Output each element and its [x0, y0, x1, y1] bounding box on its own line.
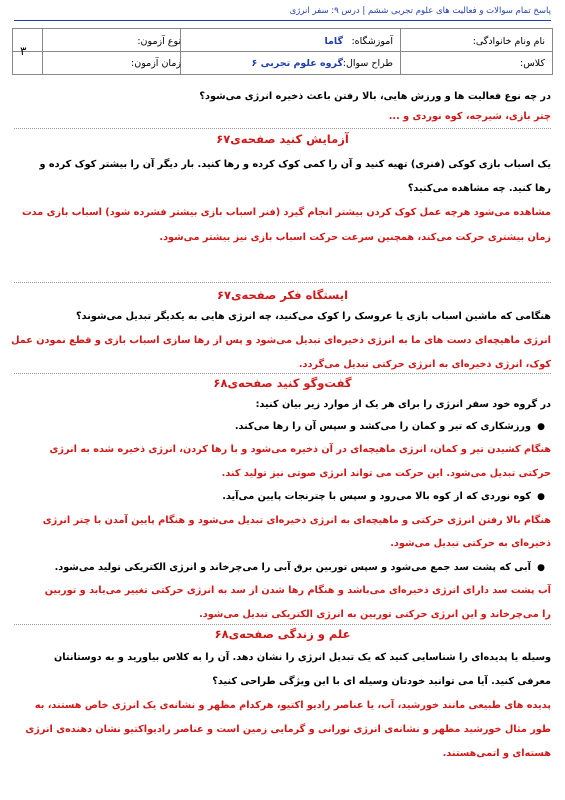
answer-line: زمان بیشتری حرکت می‌کند، همچنین سرعت حرکت اسباب بازی نیز بیشتر می‌شود.	[159, 232, 551, 243]
section-title: آزمایش کنید صفحه‌ی۶۷	[216, 132, 349, 146]
answer-line: پدیده های طبیعی مانند خورشید، آب، یا عناصر رادیو اکتیو، هرکدام مظهر و نشانه‌ی یک انرژی خاص هستند، به	[34, 700, 551, 711]
answer-line: طور مثال خورشید مظهر و نشانه‌ی انرژی نورانی و گرمایی زمین است و عناصر رادیواکتیو نشان دهنده‌ی انرژی	[25, 724, 551, 735]
question-line: معرفی کنید. آیا می توانید خودتان وسیله ای با این ویژگی طراحی کنید؟	[212, 676, 551, 687]
designer-value: گروه علوم تجربی ۶	[251, 58, 343, 69]
bullet-dot: ●	[537, 422, 545, 432]
bullet-dot: ●	[537, 563, 545, 573]
question-text: در چه نوع فعالیت ها و ورزش هایی، بالا رفتن باعث ذخیره انرژی می‌شود؟	[199, 91, 551, 102]
answer-line: هنگام کشیدن تیر و کمان، انرژی ماهیچه‌ای در آن ذخیره می‌شود و با رها کردن، انرژی ذخیره شده به انرژی	[49, 444, 551, 455]
school-value: گاما	[324, 36, 343, 47]
answer-line: آب پشت سد دارای انرژی ذخیره‌ای می‌باشد و هنگام رها شدن از سد به انرژی حرکتی تغییر می‌یابد و توربین	[44, 585, 551, 596]
answer-line: انرژی ماهیچه‌ای دست های ما به انرژی ذخیره‌ای تبدیل می‌شود و پس از رها سازی اسباب بازی و قطع نمودن عمل	[11, 335, 551, 346]
section-separator	[14, 128, 551, 129]
exam-type-label: نوع آزمون:	[137, 36, 181, 47]
bullet-dot: ●	[537, 492, 545, 502]
section-separator	[14, 373, 551, 374]
answer-line: ذخیره‌ای به حرکتی تبدیل می‌شود.	[390, 538, 551, 549]
intro-line: در گروه خود سفر انرژی را برای هر یک از موارد زیر بیان کنید:	[255, 399, 551, 410]
page-number: ۳	[20, 44, 27, 58]
answer-line: مشاهده می‌شود هرچه عمل کوک کردن بیشتر انجام گیرد (فنر اسباب بازی بیشتر فشرده شود) اسباب بازی مدت	[21, 207, 551, 218]
designer-label: طراح سوال:	[342, 58, 393, 69]
answer-line: کوک، انرژی ذخیره‌ای به انرژی حرکتی تبدیل می‌گردد.	[298, 359, 551, 370]
question-line: وسیله یا پدیده‌ای را شناسایی کنید که یک تبدیل انرژی را نشان دهد. آن را به کلاس بیاورید و به دوستانتان	[53, 652, 551, 663]
section-separator	[14, 624, 551, 625]
answer-line: را می‌چرخاند و این انرژی حرکتی توربین به انرژی الکتریکی تبدیل می‌شود.	[199, 609, 551, 620]
exam-time-label: زمان آزمون:	[131, 58, 181, 69]
school-label: آموزشگاه:	[351, 36, 393, 47]
answer-line: هنگام بالا رفتن انرژی حرکتی و ماهیچه‌ای به انرژی ذخیره‌ای تبدیل می‌شود و هنگام پایین آمدن با چتر انرژی	[42, 515, 551, 526]
bullet-question: آبی که پشت سد جمع می‌شود و سپس توربین برق آبی را می‌چرخاند و انرژی الکتریکی تولید می‌شود.	[54, 562, 531, 573]
name-label: نام ونام خانوادگی:	[472, 36, 545, 47]
answer-line: هسته‌ای و اتمی‌هستند.	[442, 748, 551, 759]
answer-text: چتر بازی، شیرجه، کوه نوردی و ...	[388, 111, 551, 122]
question-line: یک اسباب بازی کوکی (فنری) تهیه کنید و آن را کمی کوک کرده و رها کنید. بار دیگر آن را بیشتر کوک کرده و	[39, 159, 551, 170]
bullet-question: کوه نوردی که از کوه بالا می‌رود و سپس با چترنجات پایین می‌آید.	[222, 491, 531, 502]
section-separator	[14, 282, 551, 283]
bullet-question: ورزشکاری که تیر و کمان را می‌کشد و سپس آن را رها می‌کند.	[234, 421, 531, 432]
question-line: هنگامی که ماشین اسباب بازی یا عروسک را کوک می‌کنید، چه انرژی هایی به یکدیگر تبدیل می‌شوند؟	[76, 311, 551, 322]
answer-line: حرکتی تبدیل می‌شود. این حرکت می تواند انرژی صوتی نیز تولید کند.	[221, 468, 551, 479]
top-rule	[14, 20, 551, 21]
top-bar	[0, 0, 565, 24]
question-line: رها کنید. چه مشاهده می‌کنید؟	[407, 183, 551, 194]
section-title: علم و زندگی صفحه‌ی۶۸	[214, 627, 351, 641]
section-title: گفت‌وگو کنید صفحه‌ی۶۸	[213, 376, 352, 390]
header	[12, 30, 553, 72]
class-label: کلاس:	[520, 58, 545, 69]
top-title: پاسخ تمام سوالات و فعالیت های علوم تجربی ششم | درس ۹: سفر انرژی	[289, 6, 551, 16]
section-title: ایستگاه فکر صفحه‌ی۶۷	[216, 288, 349, 302]
header-border-top	[12, 28, 553, 29]
header-border-bottom	[12, 74, 553, 75]
